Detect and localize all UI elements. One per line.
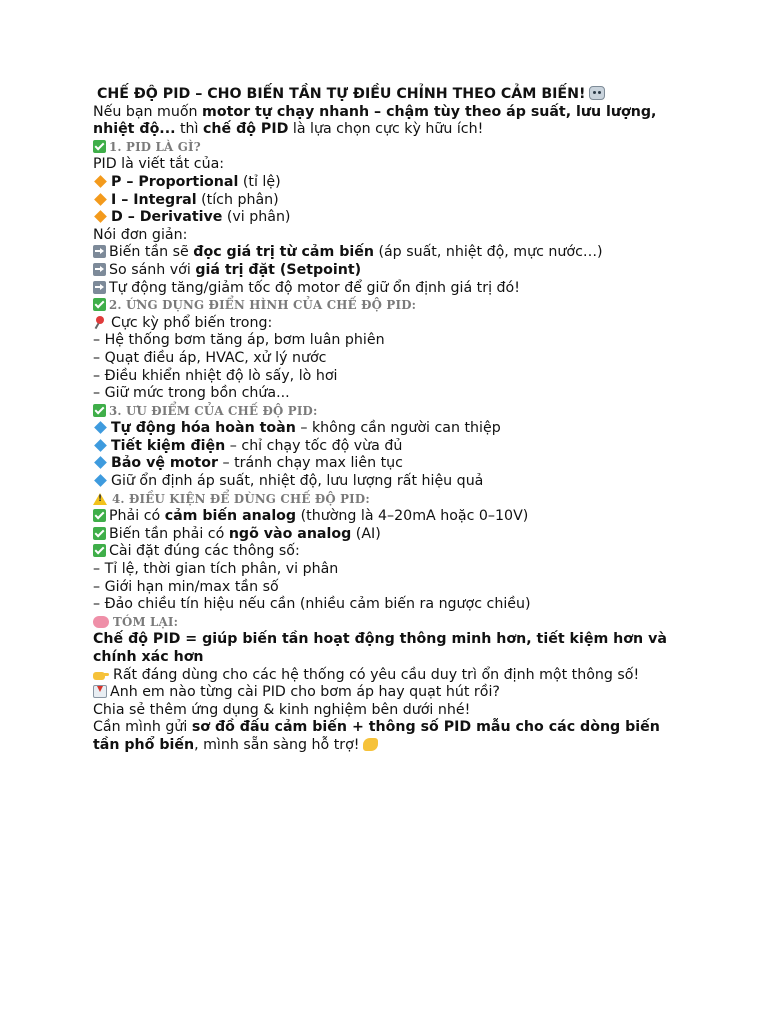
- right-arrow-icon: [93, 281, 106, 294]
- question-line: Anh em nào từng cài PID cho bơm áp hay quạt hút rồi?: [93, 684, 683, 702]
- requirement-item: Cài đặt đúng các thông số:: [93, 543, 683, 561]
- section-heading-4: !4. ĐIỀU KIỆN ĐỂ DÙNG CHẾ ĐỘ PID:: [93, 491, 683, 509]
- list-item: – Quạt điều áp, HVAC, xử lý nước: [93, 349, 327, 366]
- section-heading-1: 1. PID LÀ GÌ?: [93, 139, 683, 157]
- right-arrow-icon: [93, 263, 106, 276]
- step-compare-setpoint: So sánh với giá trị đặt (Setpoint): [93, 262, 683, 280]
- check-mark-icon: [93, 527, 106, 540]
- simple-explanation-lead: Nói đơn giản:: [93, 226, 188, 243]
- pointing-hand-icon: [93, 669, 109, 681]
- check-mark-icon: [93, 140, 106, 153]
- pushpin-icon: [93, 315, 108, 329]
- orange-diamond-icon: [94, 210, 107, 223]
- list-item: – Hệ thống bơm tăng áp, bơm luân phiên: [93, 332, 385, 349]
- section-heading-3: 3. ƯU ĐIỂM CỦA CHẾ ĐỘ PID:: [93, 403, 683, 421]
- warning-icon: [93, 493, 107, 505]
- post-body: [93, 86, 683, 755]
- pid-term-i: I – Integral (tích phân): [93, 192, 683, 210]
- requirement-item: Phải có cảm biến analog (thường là 4–20mA hoặc 0–10V): [93, 508, 683, 526]
- share-line: Chia sẻ thêm ứng dụng & kinh nghiệm bên dưới nhé!: [93, 701, 471, 718]
- flexed-biceps-icon: [363, 738, 378, 751]
- check-mark-icon: [93, 298, 106, 311]
- advantage-item: Tiết kiệm điện – chỉ chạy tốc độ vừa đủ: [93, 438, 683, 456]
- section-heading-2: 2. ỨNG DỤNG ĐIỂN HÌNH CỦA CHẾ ĐỘ PID:: [93, 297, 683, 315]
- summary-heading: TÓM LẠI:: [93, 614, 683, 632]
- list-item: – Đảo chiều tín hiệu nếu cần (nhiều cảm biến ra ngược chiều): [93, 596, 531, 613]
- offer-paragraph: Cần mình gửi sơ đồ đấu cảm biến + thông số PID mẫu cho các dòng biến tần phổ biến, mình sẵn sàng hỗ trợ!: [93, 719, 660, 753]
- post-title: CHẾ ĐỘ PID – CHO BIẾN TẦN TỰ ĐIỀU CHỈNH THEO CẢM BIẾN!: [93, 86, 683, 104]
- list-item: – Giới hạn min/max tần số: [93, 578, 279, 595]
- advantage-item: Tự động hóa hoàn toàn – không cần người can thiệp: [93, 420, 683, 438]
- summary-statement: Chế độ PID = giúp biến tần hoạt động thông minh hơn, tiết kiệm hơn và chính xác hơn: [93, 631, 667, 665]
- blue-diamond-icon: [94, 474, 107, 487]
- robot-icon: [589, 86, 605, 100]
- advantage-item: Bảo vệ motor – tránh chạy max liên tục: [93, 455, 683, 473]
- blue-diamond-icon: [94, 439, 107, 452]
- requirement-item: Biến tần phải có ngõ vào analog (AI): [93, 526, 683, 544]
- right-arrow-icon: [93, 245, 106, 258]
- intro-paragraph: Nếu bạn muốn motor tự chạy nhanh – chậm tùy theo áp suất, lưu lượng, nhiệt độ... thì chế độ PID là lựa chọn cực kỳ hữu ích!: [93, 103, 657, 138]
- check-mark-icon: [93, 509, 106, 522]
- pid-term-d: D – Derivative (vi phân): [93, 209, 683, 227]
- blue-diamond-icon: [94, 421, 107, 434]
- blue-diamond-icon: [94, 457, 107, 470]
- brain-icon: [93, 616, 109, 628]
- check-mark-icon: [93, 404, 106, 417]
- orange-diamond-icon: [94, 193, 107, 206]
- applications-lead: Cực kỳ phổ biến trong:: [93, 315, 683, 333]
- orange-diamond-icon: [94, 175, 107, 188]
- pid-term-p: P – Proportional (tỉ lệ): [93, 174, 683, 192]
- step-auto-adjust: Tự động tăng/giảm tốc độ motor để giữ ổn định giá trị đó!: [93, 280, 683, 298]
- check-mark-icon: [93, 544, 106, 557]
- inbox-icon: [93, 685, 107, 698]
- list-item: – Tỉ lệ, thời gian tích phân, vi phân: [93, 561, 339, 578]
- recommendation-line: Rất đáng dùng cho các hệ thống có yêu cầu duy trì ổn định một thông số!: [93, 667, 683, 685]
- pid-definition-lead: PID là viết tắt của:: [93, 156, 225, 173]
- step-read-sensor: Biến tần sẽ đọc giá trị từ cảm biến (áp suất, nhiệt độ, mực nước…): [93, 244, 683, 262]
- advantage-item: Giữ ổn định áp suất, nhiệt độ, lưu lượng rất hiệu quả: [93, 473, 683, 491]
- list-item: – Điều khiển nhiệt độ lò sấy, lò hơi: [93, 367, 338, 384]
- list-item: – Giữ mức trong bồn chứa...: [93, 385, 290, 402]
